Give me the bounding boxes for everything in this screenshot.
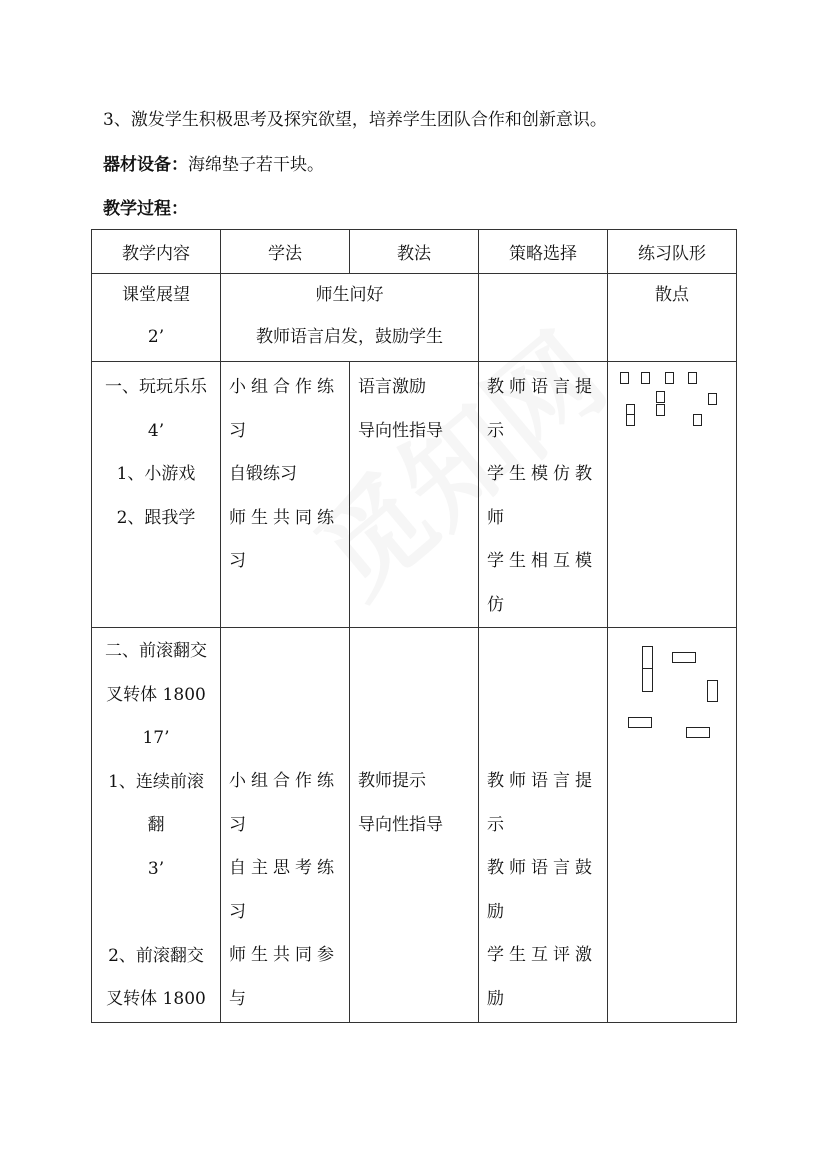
mat-formation-diagram <box>608 628 736 1021</box>
study-cell <box>221 362 350 628</box>
cell-line: 习 <box>229 814 246 835</box>
formation-cell <box>608 274 737 362</box>
cell-line: 教师语言鼓 <box>487 858 597 878</box>
student-marker <box>693 414 702 426</box>
cell-line: 学生模仿教 <box>487 464 597 484</box>
mat-marker <box>686 727 710 738</box>
mat-marker <box>642 668 653 692</box>
content-cell <box>92 628 221 1023</box>
cell-line: 习 <box>229 551 246 571</box>
cell-line: 一、玩玩乐乐 <box>105 377 207 397</box>
cell-line: 语言激励 <box>358 377 426 397</box>
content-cell <box>92 274 221 362</box>
formation-cell <box>608 628 737 1023</box>
study-cell <box>221 628 350 1023</box>
cell-line: 习 <box>229 901 246 922</box>
cell-line: 2、前滚翻交 <box>108 945 204 966</box>
cell-line: 导向性指导 <box>358 420 443 441</box>
cell-line: 师生问好 <box>315 285 384 305</box>
cell-line: 励 <box>487 988 504 1009</box>
cell-line: 自锻练习 <box>229 464 297 484</box>
student-marker <box>656 404 665 416</box>
equipment-value: 海绵垫子若干块。 <box>188 155 324 175</box>
cell-line: 叉转体 1800 <box>106 989 206 1009</box>
cell-line: 师 <box>487 507 504 528</box>
header-cell: 教法 <box>350 230 479 274</box>
cell-line: 教师语言提 <box>487 771 597 791</box>
strategy-cell <box>479 628 608 1023</box>
cell-line: 课堂展望 <box>122 285 190 305</box>
cell-line: 2’ <box>147 327 165 347</box>
header-cell: 学法 <box>221 230 350 274</box>
formation-cell <box>608 362 737 628</box>
cell-line: 导向性指导 <box>358 814 443 835</box>
merged-cell <box>221 274 479 362</box>
cell-line: 习 <box>229 420 246 441</box>
cell-line: 4’ <box>147 420 165 441</box>
strategy-cell <box>479 362 608 628</box>
cell-line: 学生互评激 <box>487 945 597 965</box>
cell-line: 小组合作练 <box>229 771 339 791</box>
student-marker <box>688 372 697 384</box>
teach-cell <box>350 628 479 1023</box>
cell-line: 与 <box>229 988 246 1009</box>
student-marker <box>641 372 650 384</box>
student-marker <box>708 393 717 405</box>
strategy-cell <box>479 274 608 362</box>
student-marker <box>665 372 674 384</box>
cell-line: 17’ <box>142 728 170 748</box>
equipment-line <box>103 153 324 177</box>
formation-label: 散点 <box>655 285 689 305</box>
cell-line: 教师语言启发，鼓励学生 <box>256 327 443 347</box>
cell-line: 1、连续前滚 <box>108 771 204 792</box>
content-cell <box>92 362 221 628</box>
teach-cell <box>350 362 479 628</box>
header-cell: 练习队形 <box>608 230 737 274</box>
cell-line: 师生共同参 <box>229 945 339 965</box>
cell-line: 励 <box>487 901 504 922</box>
cell-line: 2、跟我学 <box>116 507 196 528</box>
cell-line: 示 <box>487 420 504 441</box>
cell-line: 自主思考练 <box>229 858 339 878</box>
process-title: 教学过程： <box>103 199 188 219</box>
cell-line: 学生相互模 <box>487 551 597 571</box>
table-row <box>92 274 737 362</box>
cell-line: 示 <box>487 814 504 835</box>
cell-line: 教师语言提 <box>487 377 597 397</box>
cell-line: 二、前滚翻交 <box>105 641 207 661</box>
header-cell: 教学内容 <box>92 230 221 274</box>
mat-marker <box>642 646 653 670</box>
mat-marker <box>628 717 652 728</box>
student-marker <box>626 414 635 426</box>
teaching-process-table <box>91 229 737 1023</box>
cell-line <box>92 891 220 935</box>
cell-line: 教师提示 <box>358 771 426 791</box>
cell-line: 仿 <box>487 594 504 615</box>
header-cell: 策略选择 <box>479 230 608 274</box>
equipment-label: 器材设备： <box>103 155 188 175</box>
cell-line: 小组合作练 <box>229 377 339 397</box>
student-marker <box>656 391 665 403</box>
cell-line: 叉转体 1800 <box>106 684 206 705</box>
cell-line: 翻 <box>147 815 165 835</box>
cell-line: 师生共同练 <box>229 507 339 528</box>
cell-line: 1、小游戏 <box>116 464 196 484</box>
mat-marker <box>707 680 718 702</box>
student-marker <box>620 372 629 384</box>
table-row <box>92 628 737 1023</box>
mat-marker <box>672 652 696 663</box>
objective-3: 3、激发学生积极思考及探究欲望，培养学生团队合作和创新意识。 <box>103 110 607 130</box>
scatter-formation-diagram <box>608 362 736 626</box>
table-row <box>92 362 737 628</box>
cell-line: 3’ <box>147 858 165 879</box>
table-header-row <box>92 230 737 274</box>
